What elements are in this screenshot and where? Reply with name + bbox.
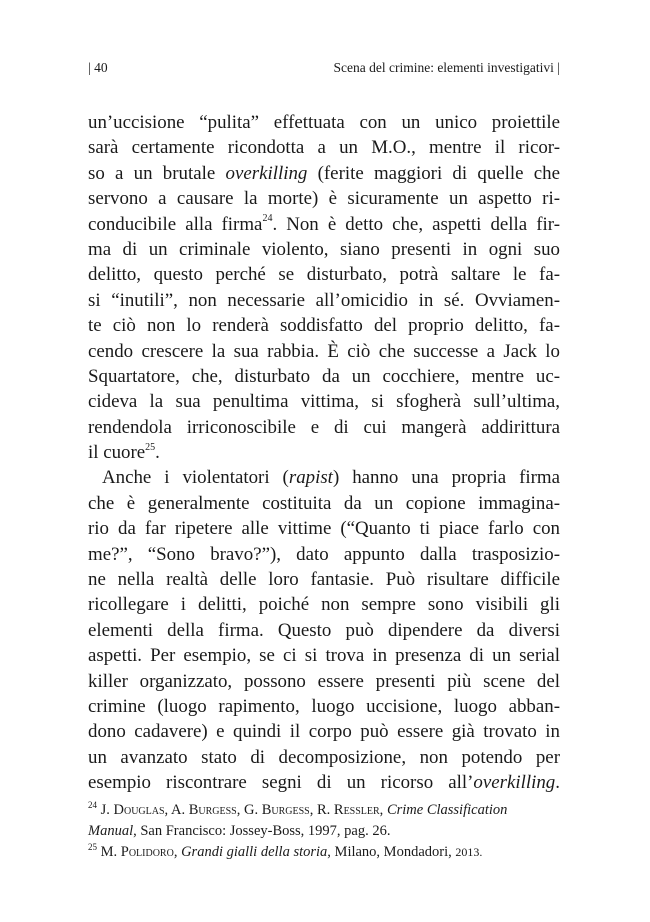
footnote-25 [88, 842, 560, 863]
line-text: so a un brutale [88, 162, 226, 184]
line-text: il cuore [88, 442, 146, 464]
text-line [88, 389, 560, 414]
line-text: ma di un criminale violento, siano presenti in ogni suo [88, 238, 560, 260]
footnotes [88, 800, 560, 863]
footnote-title: Crime Classification [386, 802, 508, 818]
footnote-year: 2013. [455, 845, 483, 859]
text-line [88, 567, 560, 592]
running-header [88, 60, 560, 80]
text-line [88, 262, 560, 287]
footnote-ref: 24 [262, 213, 273, 225]
line-text: esempio riscontrare segni di un ricorso all’ [88, 772, 474, 794]
line-italic: overkilling [473, 772, 556, 794]
text-line [88, 440, 560, 465]
text-line [88, 542, 560, 567]
text-line [88, 135, 560, 160]
text-line [88, 415, 560, 440]
line-text: ) hanno una propria firma [332, 467, 560, 489]
line-text: ne nella realtà delle loro fantasie. Può risultare difficile [88, 569, 560, 591]
text-line [88, 770, 560, 795]
text-line [88, 694, 560, 719]
text-line [88, 592, 560, 617]
line-text: si “inutili”, non necessarie all’omicidio in sé. Ovviamen- [88, 289, 560, 311]
footnote-24 [88, 800, 560, 821]
text-line [88, 491, 560, 516]
line-text: . Non è detto che, aspetti della fir- [272, 213, 560, 235]
line-text: Anche i violentatori ( [102, 467, 289, 489]
line-text: rendendola irriconoscibile e di cui mangerà addirittura [88, 416, 560, 438]
text-line [88, 669, 560, 694]
text-line [88, 516, 560, 541]
line-text: un’uccisione “pulita” effettuata con un unico proiettile [88, 112, 560, 133]
line-italic: overkilling [225, 162, 308, 184]
text-line [88, 339, 560, 364]
line-text: un avanzato stato di decomposizione, non potendo per [88, 746, 560, 768]
text-line [88, 237, 560, 262]
line-text: (ferite maggiori di quelle che [307, 162, 560, 184]
page-number: | 40 [88, 60, 108, 75]
footnote-publication: , San Francisco: Jossey-Boss, 1997, pag. 26. [133, 823, 391, 839]
line-text: te ciò non lo renderà soddisfatto del proprio delitto, fa- [88, 315, 560, 337]
text-line [88, 313, 560, 338]
line-text: cendo crescere la sua rabbia. È ciò che successe a Jack lo [88, 340, 560, 362]
footnote-title: Grandi gialli della storia [181, 844, 328, 860]
text-line [88, 364, 560, 389]
footnote-publication: , Milano, Mondadori, [327, 844, 456, 860]
line-text: ricollegare i delitti, poiché non sempre sono visibili gli [88, 594, 560, 616]
text-line [88, 288, 560, 313]
line-text: delitto, questo perché se disturbato, potrà saltare le fa- [88, 264, 560, 286]
line-text: . [155, 442, 160, 464]
text-line [88, 186, 560, 211]
footnote-author: M. Polidoro, [100, 844, 178, 860]
text-line [88, 161, 560, 186]
footnote-authors: J. Douglas, A. Burgess, G. Burgess, R. Ressler, [100, 802, 384, 818]
footnote-24-cont [88, 821, 560, 842]
text-line [88, 110, 560, 135]
line-text: servono a causare la morte) è sicuramente un aspetto ri- [88, 188, 560, 210]
line-text: elementi della firma. Questo può dipendere da diversi [88, 619, 560, 641]
text-line [88, 212, 560, 237]
footnote-title-cont: Manual [88, 823, 134, 839]
line-text: crimine (luogo rapimento, luogo uccisione, luogo abban- [88, 695, 560, 717]
footnote-mark: 25 [88, 842, 97, 853]
line-text: sarà certamente ricondotta a un M.O., mentre il ricor- [88, 137, 560, 159]
text-line [88, 618, 560, 643]
body-text [88, 110, 560, 796]
text-line [88, 719, 560, 744]
running-head: Scena del crimine: elementi investigativi | [333, 60, 560, 75]
text-line [88, 643, 560, 668]
footnote-ref: 25 [145, 441, 156, 453]
text-line [88, 745, 560, 770]
line-text: rio da far ripetere alle vittime (“Quanto ti piace farlo con [88, 518, 560, 540]
text-line [88, 465, 560, 490]
footnote-mark: 24 [88, 800, 97, 811]
line-text: conducibile alla firma [88, 213, 263, 235]
line-text: che è generalmente costituita da un copione immagina- [88, 492, 560, 514]
line-text: . [555, 772, 560, 794]
line-text: Squartatore, che, disturbato da un cocchiere, mentre uc- [88, 365, 560, 387]
line-text: dono cadavere) e quindi il corpo può essere già trovato in [88, 721, 560, 743]
line-italic: rapist [288, 467, 333, 489]
line-text: killer organizzato, possono essere presenti più scene del [88, 670, 560, 692]
line-text: me?”, “Sono bravo?”), dato appunto dalla trasposizio- [88, 543, 560, 565]
line-text: cideva la sua penultima vittima, si sfogherà sull’ultima, [88, 391, 560, 413]
line-text: aspetti. Per esempio, se ci si trova in presenza di un serial [88, 645, 560, 667]
